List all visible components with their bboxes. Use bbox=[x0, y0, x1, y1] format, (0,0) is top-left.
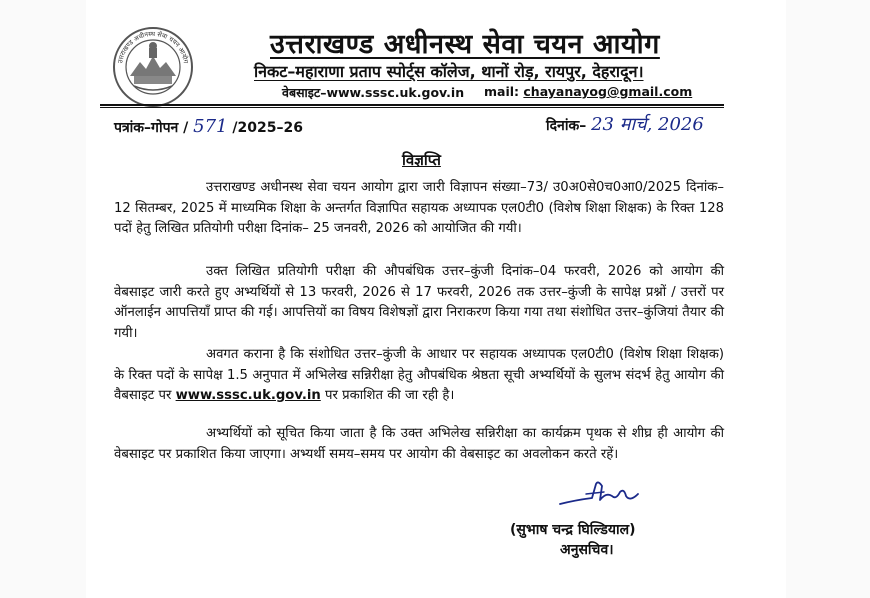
commission-website[interactable]: वेबसाइट–www.sssc.uk.gov.in bbox=[282, 85, 465, 100]
header-divider bbox=[100, 104, 724, 106]
email-label: mail: bbox=[484, 84, 520, 99]
commission-address: निकट–महाराणा प्रताप स्पोर्ट्स कॉलेज, थानों रोड़, रायपुर, देहरादून। bbox=[254, 62, 644, 81]
paragraph-3-text-after: पर प्रकाशित की जा रही है। bbox=[325, 388, 455, 403]
website-link[interactable]: www.sssc.uk.gov.in bbox=[175, 388, 321, 403]
date-handwritten-value: 23 मार्च, 2026 bbox=[591, 114, 704, 135]
notice-paragraph-4: अभ्यर्थियों को सूचित किया जाता है कि उक्त अभिलेख सन्निरीक्षा का कार्यक्रम पृथक से शीघ्र ही आयोग की वेबसाइट पर प्रकाशित किया जाएगा। अभ्यर्थी समय–समय पर आयोग की वेबसाइट का अवलोकन करते रहें। bbox=[114, 426, 724, 462]
header-divider-thin bbox=[100, 107, 724, 108]
commission-title: उत्तराखण्ड अधीनस्थ सेवा चयन आयोग bbox=[270, 29, 660, 60]
email-address[interactable]: chayanayog@gmail.com bbox=[523, 84, 693, 99]
signatory-name: (सुभाष चन्द्र घिल्डियाल) bbox=[510, 522, 636, 538]
commission-emblem-icon bbox=[112, 26, 194, 108]
reference-prefix: पत्रांक–गोपन / bbox=[114, 120, 189, 136]
reference-handwritten-number: 571 bbox=[193, 116, 228, 137]
signature-icon bbox=[556, 474, 646, 514]
notice-paragraph-3 bbox=[114, 345, 724, 407]
commission-email bbox=[484, 84, 692, 99]
notice-title: विज्ञप्ति bbox=[402, 151, 441, 169]
date-label: दिनांक– bbox=[546, 118, 587, 134]
emblem-ring-text: उत्तराखण्ड अधीनस्थ सेवा चयन आयोग bbox=[116, 29, 190, 64]
signatory-designation: अनुसचिव। bbox=[560, 542, 614, 558]
paragraph-3-text-before: अवगत कराना है कि संशोधित उत्तर–कुंजी के आधार पर सहायक अध्यापक एल0टी0 (विशेष शिक्षा शिक्षक) के रिक्त पदों के सापेक्ष 1.5 अनुपात में अभिलेख सन्निरीक्षा हेतु औपबंधिक श्रेष्ठता सूची अभ्यर्थियों के सुलभ संदर्भ हेतु आयोग की वैबसाइट पर bbox=[114, 347, 724, 403]
notice-paragraph-2: उक्त लिखित प्रतियोगी परीक्षा की औपबंधिक उत्तर–कुंजी दिनांक–04 फरवरी, 2026 को आयोग की वेबसाइट जारी करते हुए अभ्यर्थियों से 13 फरवरी, 2026 से 17 फरवरी, 2026 तक उत्तर–कुंजी के सापेक्ष प्रश्नों / उत्तरों पर ऑनलाईन आपत्तियाँ प्राप्त की गई। आपत्तियों का विषय विशेषज्ञों द्वारा निराकरण किया गया तथा संशोधित उत्तर–कुंजियां तैयार की गयी। bbox=[114, 264, 724, 341]
reference-suffix: /2025–26 bbox=[232, 120, 303, 136]
issue-date bbox=[546, 112, 704, 136]
notice-paragraph-1: उत्तराखण्ड अधीनस्थ सेवा चयन आयोग द्वारा जारी विज्ञापन संख्या–73/ उ0अ0से0च0आ0/2025 दिनांक–12 सितम्बर, 2025 में माध्यमिक शिक्षा के अन्तर्गत विज्ञापित सहायक अध्यापक एल0टी0 (विशेष शिक्षा शिक्षक) के रिक्त 128 पदों हेतु लिखित प्रतियोगी परीक्षा दिनांक– 25 जनवरी, 2026 को आयोजित की गयी। bbox=[114, 180, 724, 236]
reference-number bbox=[114, 116, 303, 137]
